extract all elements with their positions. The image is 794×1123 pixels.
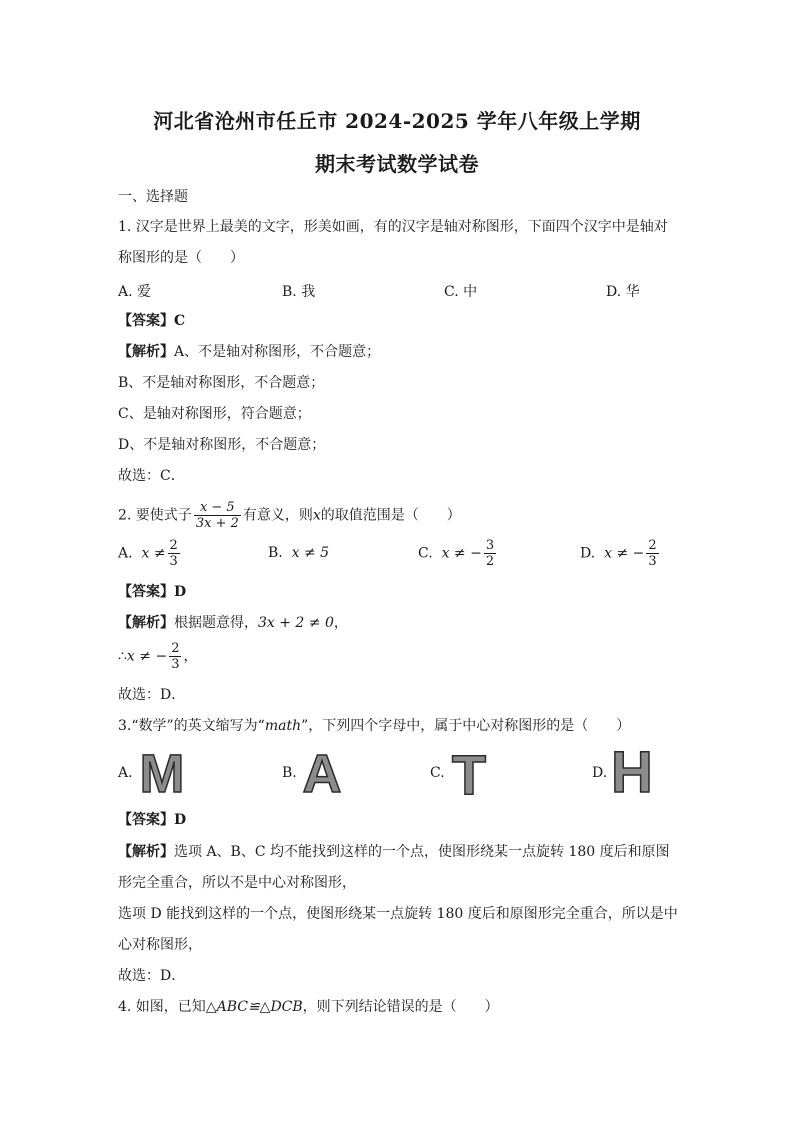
q3-answer: 【答案】D bbox=[118, 812, 187, 828]
q2-analysis-line2 bbox=[118, 641, 197, 672]
q1-analysis-line2: B、不是轴对称图形，不合题意； bbox=[118, 375, 325, 391]
q1-option-b: B. 我 bbox=[282, 284, 316, 300]
fraction-denominator: 2 bbox=[485, 554, 495, 569]
q4-stem-expr: △ABC≌△DCB bbox=[205, 999, 303, 1015]
therefore-symbol: ∴ bbox=[118, 648, 127, 665]
q1-answer: 【答案】C bbox=[118, 313, 186, 329]
analysis-comma: ， bbox=[333, 615, 348, 631]
q3-option-c-letter bbox=[444, 750, 494, 798]
q3-analysis-line1 bbox=[118, 843, 670, 861]
letter-h: H bbox=[611, 746, 653, 796]
q1-analysis-line1 bbox=[118, 343, 380, 361]
q3-stem-suffix: ”，下列四个字母中，属于中心对称图形的是（ ） bbox=[301, 718, 631, 734]
option-label: A. bbox=[118, 545, 133, 562]
fraction-denominator: 3x + 2 bbox=[195, 516, 239, 531]
q3-option-d-letter bbox=[607, 746, 657, 796]
q1-option-a: A. 爱 bbox=[118, 284, 152, 300]
q4-stem-suffix: ，则下列结论错误的是（ ） bbox=[302, 999, 499, 1015]
option-expr: x ≠ − bbox=[604, 545, 645, 562]
q3-option-d-label: D. bbox=[592, 765, 608, 781]
letter-t: T bbox=[451, 750, 487, 798]
q1-conclusion: 故选：C． bbox=[118, 468, 185, 484]
q1-option-c: C. 中 bbox=[444, 284, 478, 300]
q3-option-b-label: B. bbox=[282, 765, 297, 781]
q3-analysis-line2: 形完全重合，所以不是中心对称图形， bbox=[118, 875, 356, 891]
q2-option-c bbox=[418, 538, 498, 569]
q1-stem-line1: 1. 汉字是世界上最美的文字，形美如画，有的汉字是轴对称图形，下面四个汉字中是轴对 bbox=[118, 219, 668, 235]
q3-stem-prefix: 3.“数学”的英文缩写为“ bbox=[118, 718, 265, 734]
fraction-numerator: 2 bbox=[169, 538, 178, 553]
section-heading: 一、选择题 bbox=[118, 189, 188, 205]
option-fraction bbox=[484, 538, 496, 569]
analysis-expr: x ≠ − bbox=[126, 648, 168, 665]
exam-title-line2: 期末考试数学试卷 bbox=[315, 152, 479, 176]
analysis-label: 【解析】 bbox=[118, 615, 174, 631]
fraction-denominator: 3 bbox=[171, 657, 180, 672]
fraction-numerator: 2 bbox=[648, 538, 657, 553]
fraction-numerator: x − 5 bbox=[199, 500, 235, 515]
analysis-fraction bbox=[169, 641, 181, 672]
option-label: B. bbox=[268, 545, 283, 561]
letter-m: M bbox=[139, 750, 185, 796]
analysis-comma: ， bbox=[183, 648, 198, 665]
analysis-label: 【解析】 bbox=[118, 344, 174, 360]
q2-analysis-line1 bbox=[118, 614, 348, 632]
analysis-text: 选项 A、B、C 均不能找到这样的一个点，使图形绕某一点旋转 180 度后和原图 bbox=[174, 844, 670, 860]
analysis-text: 根据题意得， bbox=[174, 615, 258, 631]
q2-option-a bbox=[118, 538, 182, 569]
exam-title-line1: 河北省沧州市任丘市 2024-2025 学年八年级上学期 bbox=[153, 109, 641, 133]
letter-a: A bbox=[302, 750, 342, 796]
q2-stem bbox=[118, 500, 461, 531]
q3-option-b-letter bbox=[297, 750, 347, 796]
fraction-denominator: 3 bbox=[648, 554, 657, 569]
q2-fraction bbox=[194, 500, 241, 531]
fraction-denominator: 3 bbox=[169, 554, 178, 569]
q2-option-b bbox=[268, 538, 329, 568]
q3-option-a-letter bbox=[136, 750, 188, 796]
q3-analysis-line3: 选项 D 能找到这样的一个点，使图形绕某一点旋转 180 度后和原图形完全重合，所以是中 bbox=[118, 906, 678, 922]
q2-option-d bbox=[580, 538, 661, 569]
q1-option-d: D. 华 bbox=[606, 284, 640, 300]
option-expr: x ≠ 5 bbox=[291, 545, 330, 561]
q2-conclusion: 故选：D． bbox=[118, 687, 186, 703]
fraction-numerator: 3 bbox=[485, 538, 495, 553]
q3-analysis-line4: 心对称图形， bbox=[118, 937, 202, 953]
analysis-expr: 3x + 2 ≠ 0 bbox=[258, 615, 334, 631]
q3-option-a-label: A. bbox=[118, 765, 133, 781]
option-expr: x ≠ bbox=[141, 545, 166, 562]
q2-stem-suffix: 的取值范围是（ ） bbox=[320, 507, 461, 524]
q4-stem bbox=[118, 998, 499, 1016]
fraction-numerator: 2 bbox=[171, 641, 180, 656]
option-label: D. bbox=[580, 545, 596, 562]
q1-stem-line2: 称图形的是（ ） bbox=[118, 250, 244, 266]
q2-stem-prefix: 2. 要使式子 bbox=[118, 507, 192, 524]
q1-analysis-line4: D、不是轴对称图形，不合题意； bbox=[118, 437, 326, 453]
q3-stem-math: math bbox=[264, 718, 302, 734]
q2-stem-mid: 有意义，则 bbox=[242, 507, 313, 524]
analysis-text: A、不是轴对称图形，不合题意； bbox=[174, 344, 381, 360]
q2-answer: 【答案】D bbox=[118, 584, 187, 600]
q3-conclusion: 故选：D． bbox=[118, 968, 186, 984]
q3-option-c-label: C. bbox=[430, 765, 445, 781]
q3-stem bbox=[118, 717, 630, 735]
analysis-label: 【解析】 bbox=[118, 844, 174, 860]
q1-analysis-line3: C、是轴对称图形，符合题意； bbox=[118, 406, 311, 422]
q2-variable: x bbox=[312, 507, 321, 524]
option-expr: x ≠ − bbox=[441, 545, 482, 562]
option-label: C. bbox=[418, 545, 433, 562]
q4-stem-prefix: 4. 如图，已知 bbox=[118, 999, 206, 1015]
option-fraction bbox=[646, 538, 658, 569]
option-fraction bbox=[168, 538, 180, 569]
